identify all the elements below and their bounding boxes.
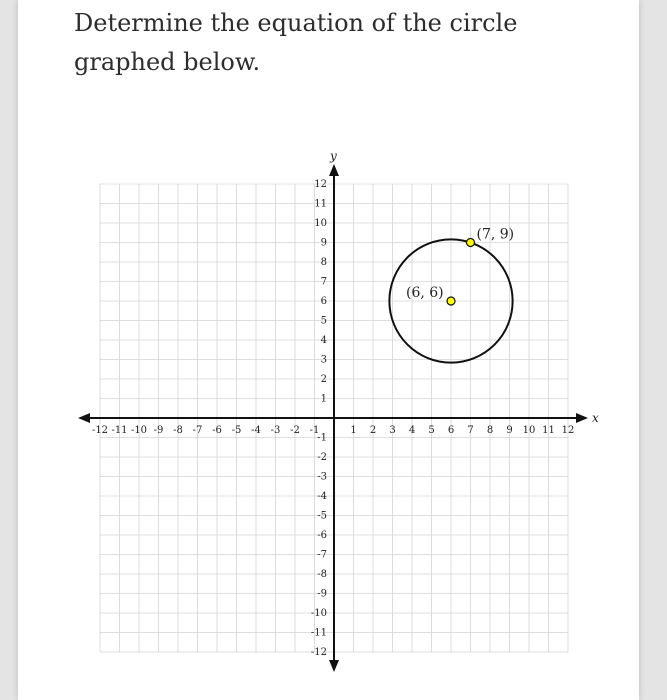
- x-tick-label: 5: [428, 425, 435, 436]
- x-tick-label: 11: [542, 425, 555, 436]
- y-tick-label: 6: [320, 296, 327, 307]
- x-tick-label: -7: [192, 425, 203, 436]
- x-tick-label: -4: [251, 425, 261, 436]
- x-tick-label: -6: [212, 425, 222, 436]
- x-tick-label: 1: [350, 425, 357, 436]
- y-tick-label: 9: [320, 237, 327, 249]
- y-tick-label: -1: [317, 432, 327, 444]
- y-tick-label: -9: [317, 588, 327, 600]
- x-axis-arrow-right: [576, 413, 588, 423]
- x-tick-label: 12: [561, 425, 575, 436]
- x-tick-label: 10: [522, 425, 536, 436]
- circle-point-label: (7, 9): [476, 226, 515, 243]
- x-tick-label: -5: [231, 425, 242, 436]
- x-axis-label: x: [592, 411, 599, 425]
- circle-point: [467, 239, 475, 247]
- x-tick-label: 9: [506, 425, 513, 436]
- y-tick-label: 10: [314, 218, 327, 229]
- center-point-label: (6, 6): [406, 285, 444, 301]
- x-tick-label: 6: [447, 425, 455, 436]
- x-axis-arrow-left: [78, 413, 90, 423]
- question-text: Determine the equation of the circle graphed below.: [74, 9, 518, 76]
- points: [406, 227, 514, 306]
- y-tick-label: 3: [320, 354, 327, 366]
- y-tick-label: -11: [310, 627, 327, 639]
- y-tick-label: 4: [320, 335, 327, 346]
- y-tick-label: 2: [320, 374, 327, 385]
- y-tick-label: 1: [320, 393, 327, 405]
- y-tick-label: -2: [317, 452, 327, 463]
- x-tick-label: -3: [270, 425, 281, 436]
- x-tick-label: -2: [290, 425, 300, 436]
- x-tick-label: 2: [369, 425, 377, 436]
- y-axis-arrow-up: [329, 164, 339, 176]
- x-tick-label: -8: [173, 425, 183, 436]
- y-tick-label: -4: [317, 491, 327, 502]
- y-tick-label: 11: [314, 198, 327, 210]
- x-tick-label: -10: [130, 425, 148, 436]
- y-tick-label: 7: [320, 276, 327, 288]
- x-tick-label: 7: [467, 425, 474, 436]
- x-tick-label: 4: [408, 425, 416, 436]
- x-tick-label: -11: [111, 425, 128, 436]
- y-tick-label: -8: [317, 569, 327, 580]
- x-tick-label: 3: [389, 425, 396, 436]
- y-tick-label: -6: [317, 530, 327, 541]
- x-tick-label: -9: [153, 425, 164, 436]
- x-tick-label: -1: [309, 425, 320, 436]
- y-tick-label: -12: [310, 647, 327, 658]
- center-point: [447, 297, 455, 305]
- y-axis-arrow-down: [329, 660, 339, 672]
- x-tick-label: 8: [486, 425, 494, 436]
- y-tick-label: -10: [310, 608, 327, 619]
- y-axis-label: y: [330, 149, 337, 163]
- y-tick-label: 8: [320, 257, 327, 268]
- y-tick-label: 5: [320, 315, 327, 327]
- y-tick-label: 12: [314, 179, 327, 190]
- x-tick-label: -12: [91, 425, 109, 436]
- y-tick-label: -7: [317, 549, 327, 561]
- y-tick-label: -5: [317, 510, 327, 522]
- y-tick-label: -3: [317, 471, 327, 483]
